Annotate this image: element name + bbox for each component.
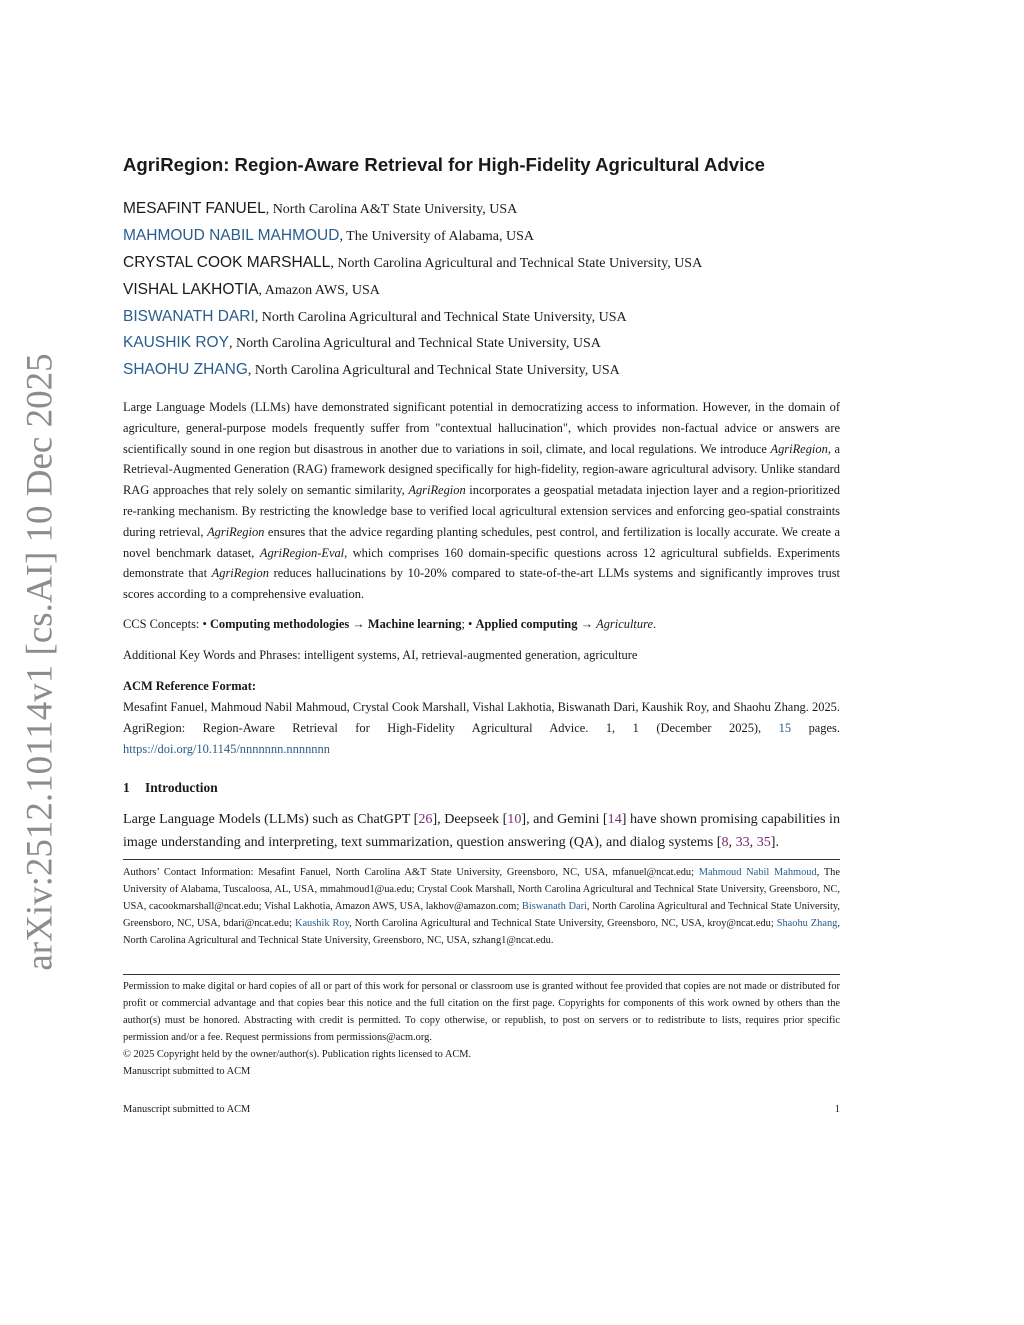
section-heading [123,780,218,796]
permission-notice: Permission to make digital or hard copies of all or part of this work for personal or classroom use is granted without fee provided that copies are not made or distributed for profit or commercial advantage and that copies bear this notice and the full citation on the first page. Copyrights for components of this work owned by others than the author(s) must be honored. Abstracting with credit is permitted. To copy otherwise, or republish, to post on servers or to redistribute to lists, requires prior specific permission and/or a fee. Request permissions from permissions@acm.org. [123,981,840,1043]
abstract-text: incorporates a geospatial metadata injection layer and a region-prioritized re-ranking mechanism. By restricting the knowledge base to verified local agricultural extension services and enforcing geo-spatial constraints during retrieval, [123,483,840,539]
author-contact-info [123,864,840,949]
author-affiliation: , North Carolina Agricultural and Technical State University, USA [254,309,627,325]
keywords: Additional Key Words and Phrases: intelligent systems, AI, retrieval-augmented generation, agriculture [123,648,638,662]
ccs-separator: ; • [461,617,476,631]
body-text: ], and Gemini [ [521,811,608,827]
author-affiliation: , North Carolina Agricultural and Technical State University, USA [330,255,703,271]
body-text: Large Language Models (LLMs) such as ChatGPT [ [123,811,419,827]
author-name: VISHAL LAKHOTIA [123,280,259,298]
body-text: , [749,833,757,850]
section-number: 1 [123,780,130,795]
system-name: AgriRegion [207,524,265,539]
author-link[interactable]: BISWANATH DARI [123,307,255,325]
citation-link[interactable]: 8 [721,833,729,850]
ccs-concepts [123,614,840,635]
reference-format-heading: ACM Reference Format: [123,679,257,693]
ccs-concept: Machine learning [367,617,462,631]
footnote-divider [123,859,840,860]
ccs-label: CCS Concepts: • [123,617,210,631]
author-entry [123,225,840,252]
author-entry [123,359,840,386]
citation-link[interactable]: 14 [607,811,622,827]
author-entry [123,306,840,333]
page-count-link[interactable]: 15 [778,720,792,735]
abstract-text: , a Retrieval-Augmented Generation (RAG) framework designed specifically for high-fidelity, region-aware agricultural advisory. Unlike standard RAG approaches that rely solely on semantic similarity, [123,441,840,498]
copyright-notice: © 2025 Copyright held by the owner/author(s). Publication rights licensed to ACM. [123,1049,472,1060]
author-contact-link[interactable]: Biswanath Dari [521,901,587,912]
citation-link[interactable]: 26 [418,811,433,827]
author-contact-link[interactable]: Kaushik Roy [294,918,350,929]
author-entry [123,279,840,306]
ccs-end: . [653,617,657,631]
arxiv-identifier: arXiv:2512.10114v1 [cs.AI] 10 Dec 2025 [19,353,61,971]
author-name: MESAFINT FANUEL [123,200,266,217]
arrow-icon: → [349,617,368,631]
abstract-text: , which comprises 160 domain-specific questions across 12 agricultural subfields. Experiments demonstrate that [123,545,840,581]
system-name: AgriRegion [211,566,269,581]
arxiv-sidebar [8,353,72,971]
page-number: 1 [834,1104,840,1115]
permission-divider [123,974,840,975]
manuscript-note: Manuscript submitted to ACM [123,1066,251,1077]
citation-link[interactable]: 33 [735,833,750,850]
reference-text: Mesafint Fanuel, Mahmoud Nabil Mahmoud, Crystal Cook Marshall, Vishal Lakhotia, Biswanath Dari, Kaushik Roy, and Shaohu Zhang. 2025. AgriRegion: Region-Aware Retrieval for High-Fidelity Agricultural Advice. 1, 1 (December 2025), [123,700,840,735]
body-text: ], Deepseek [ [432,811,508,827]
contact-text: , North Carolina Agricultural and Technical State University, Greensboro, NC, USA, bdari@ncat.edu; [123,901,840,929]
arrow-icon: → [577,617,597,631]
citation-link[interactable]: 35 [756,833,771,850]
author-affiliation: , Amazon AWS, USA [258,282,380,298]
intro-paragraph [123,808,840,853]
abstract-text: reduces hallucinations by 10-20% compared to state-of-the-art LLMs systems and significantly improves trust scores according to a comprehensive evaluation. [123,566,840,602]
author-link[interactable]: KAUSHIK ROY [123,334,229,352]
paper-title: AgriRegion: Region-Aware Retrieval for High-Fidelity Agricultural Advice [123,154,765,175]
body-text: ]. [770,833,780,850]
author-entry [123,252,840,279]
section-title: Introduction [145,780,218,795]
abstract-text: Large Language Models (LLMs) have demonstrated significant potential in democratizing access to information. However, in the domain of agriculture, general-purpose models frequently suffer from "contextual hallucination", which provides non-factual advice or answers are scientifically sound in one region but disastrous in another due to variations in soil, climate, and local regulations. We introduce [123,400,840,456]
body-text: , [728,833,736,850]
footer-manuscript-note: Manuscript submitted to ACM [123,1104,251,1115]
reference-text: pages. [791,720,840,735]
reference-format [123,697,840,759]
doi-link[interactable]: https://doi.org/10.1145/nnnnnnn.nnnnnnn [123,741,330,756]
author-affiliation: , North Carolina Agricultural and Technical State University, USA [228,336,601,352]
author-entry [123,198,840,225]
author-list [123,198,840,386]
author-name: CRYSTAL COOK MARSHALL [123,253,331,271]
abstract [123,397,840,605]
ccs-concept: Computing methodologies [209,617,350,631]
citation-link[interactable]: 10 [507,811,522,827]
body-text: ] have shown promising capabilities in image understanding and interpreting, text summarization, question answering (QA), and dialog systems [ [123,811,840,850]
author-affiliation: , North Carolina Agricultural and Technical State University, USA [247,363,620,379]
author-contact-link[interactable]: Shaohu Zhang [776,918,838,929]
author-entry [123,332,840,359]
system-name: AgriRegion [408,483,466,498]
contact-text: Authors’ Contact Information: Mesafint Fanuel, North Carolina A&T State University, Greensboro, NC, USA, mfanuel@ncat.edu; [123,867,699,878]
contact-text: , North Carolina Agricultural and Technical State University, Greensboro, NC, USA, kroy@ncat.edu; [349,918,777,929]
page-footer [123,1101,840,1118]
abstract-text: ensures that the advice regarding planting schedules, pest control, and fertilization is locally accurate. We create a novel benchmark dataset, [123,524,840,560]
author-link[interactable]: SHAOHU ZHANG [123,361,248,379]
ccs-concept: Applied computing [475,617,578,631]
contact-text: , The University of Alabama, Tuscaloosa, AL, USA, mmahmoud1@ua.edu; Crystal Cook Marshall, North Carolina Agricultural and Technical State University, Greensboro, NC, USA, cacookmarshall@ncat.edu; Vishal Lakhotia, Amazon AWS, USA, lakhov@amazon.com; [123,867,840,912]
author-contact-link[interactable]: Mahmoud Nabil Mahmoud [698,867,817,878]
author-link[interactable]: MAHMOUD NABIL MAHMOUD [123,226,340,244]
author-affiliation: , The University of Alabama, USA [339,228,534,244]
contact-text: , North Carolina Agricultural and Technical State University, Greensboro, NC, USA, szhang1@ncat.edu. [123,918,840,946]
ccs-concept: Agriculture [596,617,653,631]
dataset-name: AgriRegion-Eval [259,545,345,560]
author-affiliation: , North Carolina A&T State University, USA [265,202,518,217]
system-name: AgriRegion [770,441,828,456]
